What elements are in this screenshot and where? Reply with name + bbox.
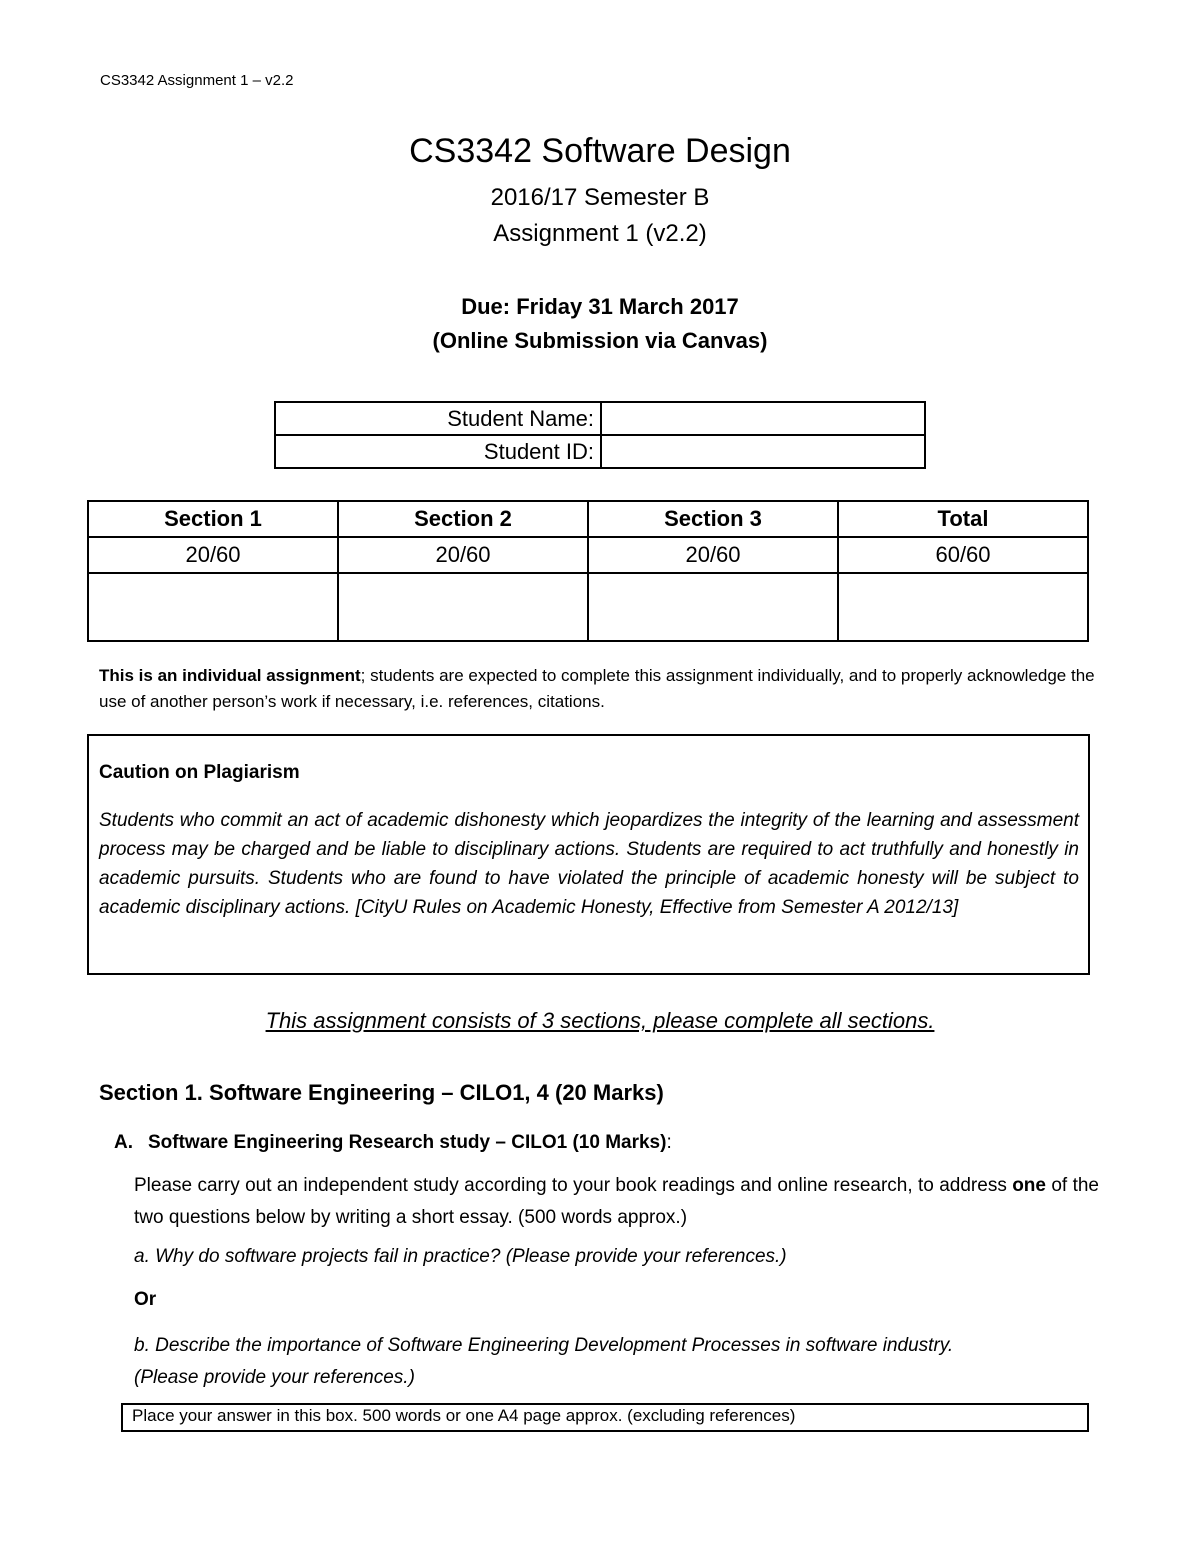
marks-header-row xyxy=(88,501,1088,537)
score-section-2[interactable] xyxy=(338,573,588,641)
instructions-text-2: of the two questions below by writing a short essay. (500 words approx.) xyxy=(134,1175,1099,1228)
individual-assignment-note xyxy=(99,663,1101,715)
marks-max-section-1: 20/60 xyxy=(88,537,338,573)
marks-header-section-2: Section 2 xyxy=(338,501,588,537)
question-b xyxy=(134,1330,1094,1394)
marks-max-row xyxy=(88,537,1088,573)
marks-max-section-2: 20/60 xyxy=(338,537,588,573)
part-a-title: Software Engineering Research study – CILO1 (10 Marks) xyxy=(148,1132,667,1153)
marks-max-section-3: 20/60 xyxy=(588,537,838,573)
part-a-colon: : xyxy=(666,1132,672,1153)
caution-title: Caution on Plagiarism xyxy=(99,762,300,783)
marks-header-section-3: Section 3 xyxy=(588,501,838,537)
student-info-table xyxy=(274,401,926,469)
header-note: CS3342 Assignment 1 – v2.2 xyxy=(100,72,294,89)
score-total[interactable] xyxy=(838,573,1088,641)
individual-assignment-bold: This is an individual assignment xyxy=(99,666,361,685)
student-id-field[interactable] xyxy=(601,435,925,468)
question-b-line-1: b. Describe the importance of Software Engineering Development Processes in software industry. xyxy=(134,1335,954,1356)
student-id-label: Student ID: xyxy=(275,435,601,468)
instructions-bold: one xyxy=(1012,1175,1046,1196)
marks-max-total: 60/60 xyxy=(838,537,1088,573)
or-label: Or xyxy=(134,1289,157,1310)
caution-text: Students who commit an act of academic dishonesty which jeopardizes the integrity of the learning and assessment process may be charged and be liable to disciplinary actions. Students are required to act truthfully and honestly in academic pursuits. Students who are found to have violated the principle of academic honesty will be subject to academic disciplinary actions. [CityU Rules on Academic Honesty, Effective from Semester A 2012/13] xyxy=(99,810,1079,918)
due-date: Due: Friday 31 March 2017 xyxy=(461,294,739,319)
student-name-row xyxy=(275,402,925,435)
individual-assignment-text: ; students are expected to complete this assignment individually, and to properly acknowledge the use of another person’s work if necessary, i.e. references, citations. xyxy=(99,666,1095,711)
instructions-text-1: Please carry out an independent study according to your book readings and online research, to address xyxy=(134,1175,1013,1196)
assignment-name: Assignment 1 (v2.2) xyxy=(493,220,707,247)
score-section-1[interactable] xyxy=(88,573,338,641)
answer-box-prompt: Place your answer in this box. 500 words or one A4 page approx. (excluding references) xyxy=(132,1406,796,1425)
marks-table xyxy=(87,500,1089,642)
student-name-field[interactable] xyxy=(601,402,925,435)
marks-header-total: Total xyxy=(838,501,1088,537)
semester: 2016/17 Semester B xyxy=(490,184,710,211)
score-section-3[interactable] xyxy=(588,573,838,641)
question-b-line-2: (Please provide your references.) xyxy=(134,1367,415,1388)
marks-header-section-1: Section 1 xyxy=(88,501,338,537)
part-a-letter: A. xyxy=(114,1132,133,1153)
student-name-label: Student Name: xyxy=(275,402,601,435)
student-id-row xyxy=(275,435,925,468)
marks-score-row xyxy=(88,573,1088,641)
part-a-instructions xyxy=(134,1170,1099,1234)
page-title: CS3342 Software Design xyxy=(409,132,791,170)
part-a-heading xyxy=(114,1132,672,1154)
question-a: a. Why do software projects fail in practice? (Please provide your references.) xyxy=(134,1246,787,1267)
section-1-heading: Section 1. Software Engineering – CILO1, 4 (20 Marks) xyxy=(99,1080,664,1105)
submission-method: (Online Submission via Canvas) xyxy=(432,328,768,353)
sections-notice: This assignment consists of 3 sections, please complete all sections. xyxy=(265,1008,935,1033)
